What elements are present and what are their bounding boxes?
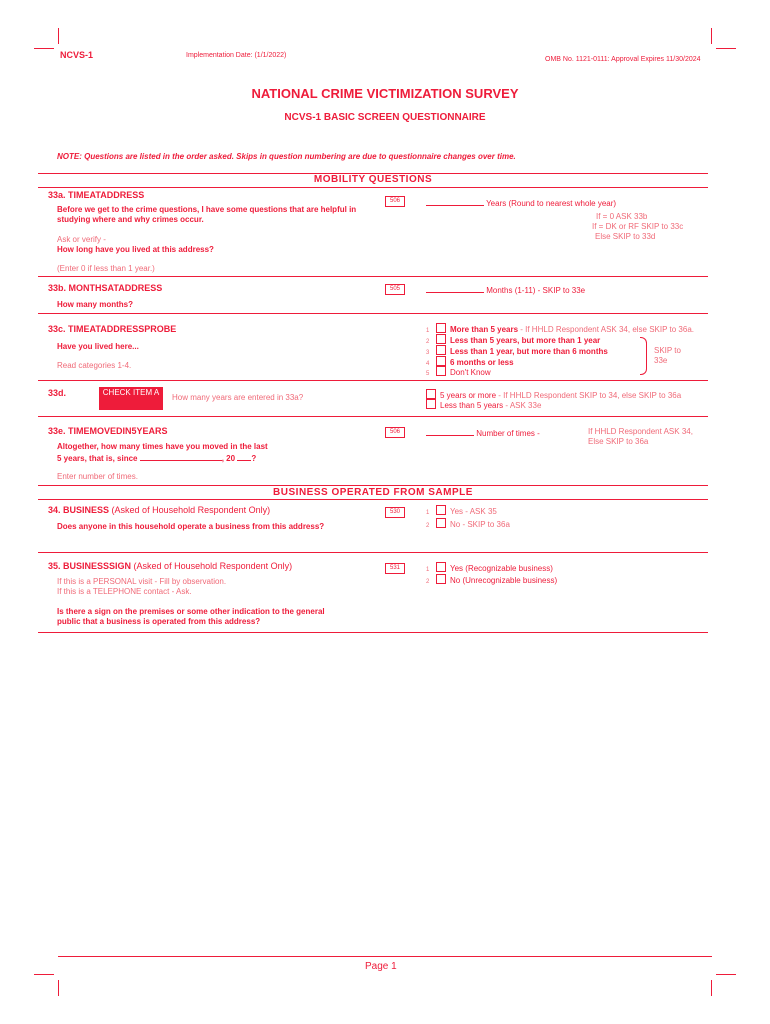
option-number: 2	[426, 339, 430, 345]
q33e-hint: Enter number of times.	[57, 472, 138, 481]
q33e-date-input[interactable]	[140, 452, 222, 461]
q34-name: BUSINESS	[63, 505, 110, 515]
q33a-skip-3: Else SKIP to 33d	[595, 232, 656, 241]
q35-label: 35.	[48, 561, 61, 571]
option-label: 6 months or less	[450, 358, 514, 367]
crop-mark	[58, 980, 59, 996]
q33e-question-line2	[57, 452, 256, 463]
q33e-question-line1: Altogether, how many times have you moved in the last	[57, 442, 268, 451]
option-number: 4	[426, 361, 430, 367]
q33a-ask: Ask or verify -	[57, 235, 106, 244]
q34-note: (Asked of Household Respondent Only)	[109, 505, 271, 515]
option-number: 1	[426, 567, 430, 573]
crop-mark	[34, 974, 54, 975]
page-subtitle: NCVS-1 BASIC SCREEN QUESTIONNAIRE	[284, 112, 486, 123]
q33c-hint: Read categories 1-4.	[57, 361, 132, 370]
q33b-code: 505	[385, 284, 405, 295]
q33e-answer-label: Number of times -	[476, 429, 540, 438]
divider	[38, 416, 708, 417]
option-label: 5 years or more	[440, 391, 497, 400]
q33c-question: Have you lived here...	[57, 342, 139, 351]
option-number: 3	[426, 350, 430, 356]
crop-mark	[34, 48, 54, 49]
check-item-a: CHECK ITEM A	[99, 387, 163, 410]
q33b-question: How many months?	[57, 300, 134, 309]
q33e-since: 5 years, that is, since	[57, 454, 138, 463]
divider	[38, 552, 708, 553]
page-title: NATIONAL CRIME VICTIMIZATION SURVEY	[251, 86, 519, 101]
checkbox[interactable]	[436, 574, 446, 584]
q33e-year-prefix: , 20	[221, 454, 236, 463]
checkbox[interactable]	[436, 505, 446, 515]
q33c-skip: SKIP to 33e	[654, 346, 681, 365]
q33c-option	[426, 366, 491, 377]
q35-instruction-1: If this is a PERSONAL visit - Fill by observation.	[57, 577, 227, 586]
q33e-label: 33e.	[48, 426, 66, 436]
implementation-date: Implementation Date: (1/1/2022)	[186, 52, 287, 59]
option-skip: - If HHLD Respondent SKIP to 34, else SKIP to 36a	[496, 391, 682, 400]
q35-note: (Asked of Household Respondent Only)	[131, 561, 293, 571]
q35-code: 531	[385, 563, 405, 574]
q35-option-yes	[426, 562, 553, 573]
section-heading-business: BUSINESS OPERATED FROM SAMPLE	[273, 487, 473, 498]
section-heading-mobility: MOBILITY QUESTIONS	[313, 174, 433, 185]
q33d-option	[426, 399, 541, 410]
q33b-answer	[426, 284, 585, 295]
q33e-code: 506	[385, 427, 405, 438]
option-label: No (Unrecognizable business)	[450, 576, 558, 585]
option-number: 2	[426, 579, 430, 585]
q35-instruction-2: If this is a TELEPHONE contact - Ask.	[57, 587, 192, 596]
q33b-months-input[interactable]	[426, 284, 484, 293]
q33a-hint: (Enter 0 if less than 1 year.)	[57, 264, 155, 273]
q34-option-yes	[426, 505, 497, 516]
q34-question: Does anyone in this household operate a business from this address?	[57, 522, 325, 531]
divider	[38, 485, 708, 486]
q33e-name: TIMEMOVEDIN5YEARS	[68, 426, 168, 436]
crop-mark	[716, 974, 736, 975]
option-label: No - SKIP to 36a	[450, 520, 510, 529]
q33d-label: 33d.	[48, 388, 67, 398]
checkbox[interactable]	[436, 366, 446, 376]
option-label: Less than 5 years	[440, 401, 504, 410]
option-number: 5	[426, 371, 430, 377]
option-label: Don't Know	[450, 368, 491, 377]
divider	[38, 632, 708, 633]
checkbox[interactable]	[436, 334, 446, 344]
q33c-label: 33c.	[48, 324, 66, 334]
q33e-heading	[48, 426, 168, 436]
checkbox[interactable]	[436, 345, 446, 355]
q35-name: BUSINESSSIGN	[63, 561, 132, 571]
q34-code: 530	[385, 507, 405, 518]
option-label: More than 5 years	[450, 325, 519, 334]
checkbox[interactable]	[436, 323, 446, 333]
q33d-question: How many years are entered in 33a?	[172, 393, 304, 402]
q33b-answer-label: Months (1-11) - SKIP to 33e	[486, 286, 586, 295]
q33a-intro: Before we get to the crime questions, I have some questions that are helpful in studying where and why crimes occur.	[57, 205, 357, 224]
divider	[38, 499, 708, 500]
q33c-option	[426, 323, 694, 334]
q33a-question: How long have you lived at this address?	[57, 245, 214, 254]
crop-mark	[58, 28, 59, 44]
note: NOTE: Questions are listed in the order asked. Skips in question numbering are due to questionnaire changes over time.	[57, 152, 516, 161]
q33c-option	[426, 334, 600, 345]
q35-heading	[48, 561, 292, 571]
q33a-label: 33a.	[48, 190, 66, 200]
q33e-year-input[interactable]	[237, 452, 251, 461]
q35-question: Is there a sign on the premises or some other indication to the general public that a business is operated from this address?	[57, 607, 325, 626]
q34-label: 34.	[48, 505, 61, 515]
q33a-answer	[426, 197, 616, 208]
q33b-heading	[48, 283, 162, 293]
page-number: Page 1	[365, 961, 397, 972]
q33e-skip: If HHLD Respondent ASK 34, Else SKIP to 36a	[588, 427, 693, 446]
checkbox[interactable]	[436, 356, 446, 366]
checkbox[interactable]	[436, 562, 446, 572]
option-skip: - ASK 33e	[503, 401, 542, 410]
divider	[38, 313, 708, 314]
option-skip: - If HHLD Respondent ASK 34, else SKIP to 36a.	[518, 325, 694, 334]
option-label: Yes (Recognizable business)	[450, 564, 553, 573]
q33e-qmark: ?	[251, 454, 257, 463]
checkbox[interactable]	[426, 399, 436, 409]
checkbox[interactable]	[436, 518, 446, 528]
q33a-name: TIMEATADDRESS	[68, 190, 145, 200]
q33a-answer-label: Years (Round to nearest whole year)	[486, 199, 617, 208]
option-number: 2	[426, 523, 430, 529]
option-label: Less than 5 years, but more than 1 year	[450, 336, 601, 345]
q33e-times-input[interactable]	[426, 427, 474, 436]
form-id: NCVS-1	[60, 50, 94, 60]
divider	[38, 380, 708, 381]
q33a-skip-2: If = DK or RF SKIP to 33c	[592, 222, 684, 231]
q33a-years-input[interactable]	[426, 197, 484, 206]
q35-option-no	[426, 574, 557, 585]
crop-mark	[711, 980, 712, 996]
crop-mark	[716, 48, 736, 49]
q33c-heading	[48, 324, 176, 334]
q34-heading	[48, 505, 270, 515]
checkbox[interactable]	[426, 389, 436, 399]
crop-mark	[711, 28, 712, 44]
q33a-heading	[48, 190, 144, 200]
omb-number: OMB No. 1121-0111: Approval Expires 11/30/2024	[545, 56, 701, 63]
q33c-name: TIMEATADDRESSPROBE	[68, 324, 177, 334]
q33c-option	[426, 345, 608, 356]
q33a-skip-1: If = 0 ASK 33b	[596, 212, 648, 221]
q33b-name: MONTHSATADDRESS	[68, 283, 163, 293]
skip-brace	[640, 337, 647, 375]
q33a-code: 506	[385, 196, 405, 207]
q33e-answer	[426, 427, 540, 438]
option-label: Less than 1 year, but more than 6 months	[450, 347, 608, 356]
divider	[38, 276, 708, 277]
option-label: Yes - ASK 35	[450, 507, 497, 516]
divider	[38, 187, 708, 188]
q33b-label: 33b.	[48, 283, 67, 293]
option-number: 1	[426, 510, 430, 516]
q34-option-no	[426, 518, 510, 529]
footer-divider	[58, 956, 712, 957]
option-number: 1	[426, 328, 430, 334]
